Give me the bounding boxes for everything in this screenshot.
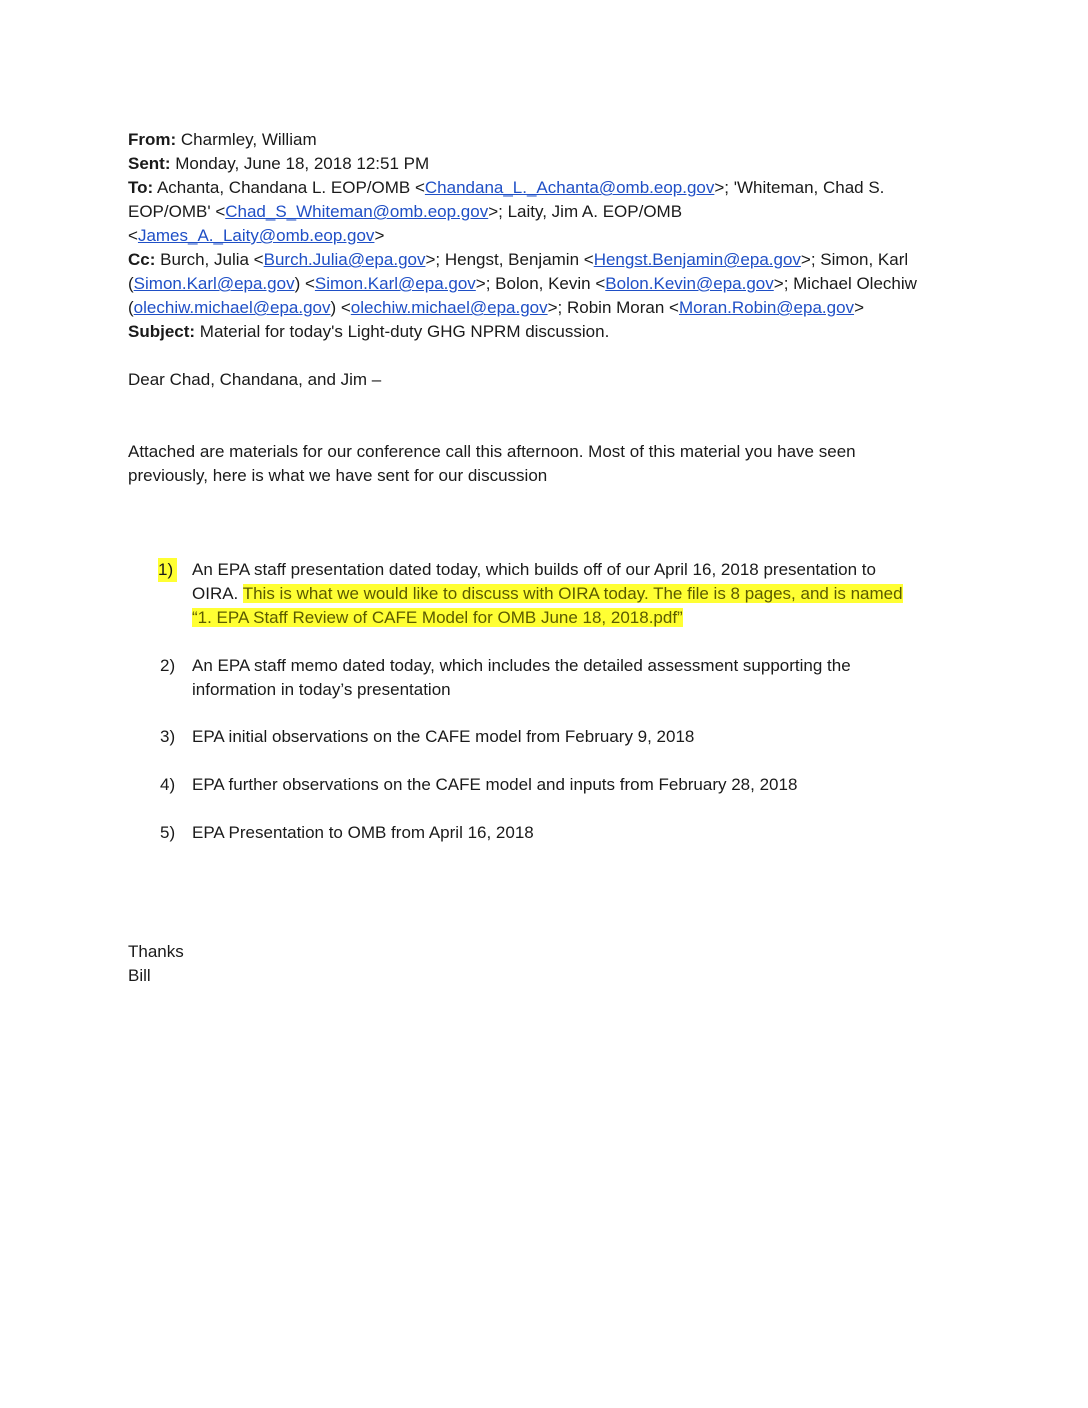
list-item-number: 3) (160, 727, 176, 746)
intro-line-2: previously, here is what we have sent for our discussion (128, 466, 548, 485)
highlighted-text: This is what we would like to discuss with OIRA today. The file is 8 pages, and is named (242, 584, 903, 603)
cc-label: Cc: (128, 250, 156, 269)
highlighted-text: “1. EPA Staff Review of CAFE Model for OMB June 18, 2018.pdf” (192, 608, 683, 627)
list-item-line: An EPA staff memo dated today, which includes the detailed assessment supporting the (192, 656, 851, 675)
cc-text: ) < (294, 274, 315, 293)
cc-text: >; Robin Moran < (547, 298, 679, 317)
greeting: Dear Chad, Chandana, and Jim – (128, 370, 382, 389)
email-link[interactable]: Burch.Julia@epa.gov (263, 250, 426, 269)
cc-text: ) < (330, 298, 351, 317)
cc-text: >; Bolon, Kevin < (475, 274, 606, 293)
list-item-line (192, 606, 683, 630)
to-text: > (374, 226, 385, 245)
from-line (128, 128, 317, 152)
email-link[interactable]: Chad_S_Whiteman@omb.eop.gov (225, 202, 489, 221)
cc-text: ( (128, 274, 134, 293)
sent-line (128, 152, 429, 176)
signature: Bill (128, 966, 151, 985)
list-item-line: EPA further observations on the CAFE model and inputs from February 28, 2018 (192, 775, 798, 794)
subject-value: Material for today's Light-duty GHG NPRM discussion. (199, 322, 610, 341)
email-link[interactable]: Chandana_L._Achanta@omb.eop.gov (424, 178, 715, 197)
email-link[interactable]: olechiw.michael@epa.gov (133, 298, 331, 317)
list-item-number: 4) (160, 775, 176, 794)
list-item-number: 2) (160, 656, 176, 675)
list-item-line (192, 582, 903, 606)
subject-label: Subject: (128, 322, 196, 341)
list-item-number: 1) (158, 558, 177, 582)
closing: Thanks (128, 942, 184, 961)
subject-line (128, 320, 609, 344)
from-value: Charmley, William (180, 130, 317, 149)
list-item-text: OIRA. (192, 584, 243, 603)
to-text: >; Laity, Jim A. EOP/OMB (488, 202, 683, 221)
cc-text: Burch, Julia < (160, 250, 264, 269)
list-item-line: An EPA staff presentation dated today, which builds off of our April 16, 2018 presentation to (192, 560, 876, 579)
sent-value: Monday, June 18, 2018 12:51 PM (175, 154, 430, 173)
list-item-line: EPA initial observations on the CAFE model from February 9, 2018 (192, 727, 695, 746)
intro-line-1: Attached are materials for our conference call this afternoon. Most of this material you have seen (128, 442, 856, 461)
sent-label: Sent: (128, 154, 171, 173)
cc-text: >; Simon, Karl (800, 250, 909, 269)
email-link[interactable]: James_A._Laity@omb.eop.gov (137, 226, 375, 245)
list-item-number: 5) (160, 823, 176, 842)
list-item-line: EPA Presentation to OMB from April 16, 2018 (192, 823, 534, 842)
to-text: < (128, 226, 138, 245)
email-link[interactable]: olechiw.michael@epa.gov (350, 298, 548, 317)
email-link[interactable]: Bolon.Kevin@epa.gov (605, 274, 774, 293)
email-link[interactable]: Simon.Karl@epa.gov (133, 274, 295, 293)
cc-text: >; Hengst, Benjamin < (425, 250, 594, 269)
to-line-3 (128, 224, 384, 248)
cc-line-3 (128, 296, 864, 320)
email-link[interactable]: Simon.Karl@epa.gov (314, 274, 476, 293)
email-link[interactable]: Moran.Robin@epa.gov (678, 298, 855, 317)
list-item-line: information in today’s presentation (192, 680, 451, 699)
to-line-2 (128, 200, 682, 224)
to-label: To: (128, 178, 154, 197)
to-text: Achanta, Chandana L. EOP/OMB < (156, 178, 425, 197)
cc-text: ( (128, 298, 134, 317)
cc-line-1 (128, 248, 908, 272)
cc-line-2 (128, 272, 917, 296)
cc-text: >; Michael Olechiw (773, 274, 917, 293)
cc-text: > (854, 298, 864, 317)
to-line-1 (128, 176, 884, 200)
from-label: From: (128, 130, 177, 149)
to-text: >; 'Whiteman, Chad S. (714, 178, 885, 197)
to-text: EOP/OMB' < (128, 202, 226, 221)
email-link[interactable]: Hengst.Benjamin@epa.gov (593, 250, 801, 269)
